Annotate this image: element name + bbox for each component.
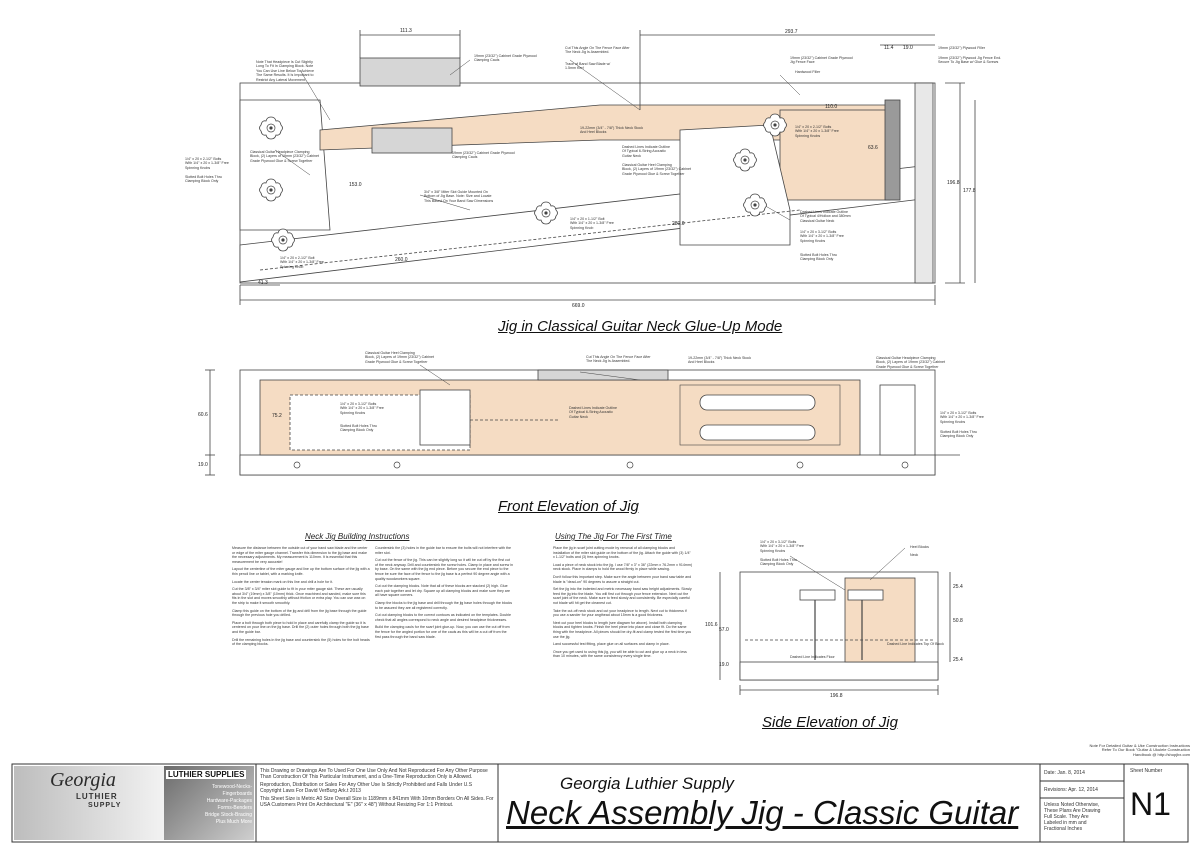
legal-paragraph: This Sheet Size is Metric A0 Size Overall Size is 1189mm x 841mm With 10mm Borders On All Sides. For USA Customers Print On Architectural "E" (36" x 48") Without Resizing For 1:1 Printout.	[260, 796, 494, 808]
callout-kerf: Trace of Band Saw Blade w/ 1.5mm Kerf	[565, 62, 611, 71]
front-callout-bolts: 1/4" x 20 x 3-1/2" Bolts With 1/4" x 20 x 1-3/8" Free Spinning Knobs	[340, 402, 384, 415]
dim-260: 260.0	[395, 257, 408, 263]
dim-overall: 669.0	[572, 303, 585, 309]
callout-heel-block: Classical Guitar Heel Clamping Block, (2) Layers of 19mm (23/32") Cabinet Grade Plywood Glue & Screw Together	[622, 163, 691, 176]
headpiece-clamp-block	[240, 100, 330, 230]
front-dim-75-2: 75.2	[272, 413, 282, 419]
first-use-paragraph: Next cut your heel blocks to length (see diagram for above). Install both clamping blocks and tighten knobs. Finish the heel piece into place and close fit. Do the same thing with the headpiece. All pieces should be dry-fit and clamp tested the first time you use the jig.	[553, 620, 692, 639]
side-dim-50-8: 50.8	[953, 618, 963, 624]
callout-bolts-right: 1/4" x 20 x 2-1/2" Bolts With 1/4" x 20 x 1-3/8" Free Spinning Knobs	[795, 125, 839, 138]
units-note: Unless Noted Otherwise, These Plans Are Drawing Full Scale. They Are Labeled in mm and Fractional Inches	[1044, 802, 1101, 832]
first-use-paragraph: Load a piece of neck stock into the jig. I use 7/8" x 3" x 36" (22mm x 76.2mm x 914mm) neck stock. Place in clamps to hold the wood firmly in place while sawing.	[553, 562, 693, 572]
logo-panel	[14, 766, 254, 840]
instruction-paragraph: Cut out the clamping blocks. Note that all of these blocks are stacked (2) high. Glue each pair together and let dry. Square up all clamping blocks and make sure they are all have square corners.	[375, 584, 510, 598]
callout-fence-end: 19mm (23/32") Plywood Jig Fence End. Secure To Jig Base w/ Glue & Screws	[938, 56, 1002, 65]
callout-bolts-left: 1/4" x 20 x 2-1/2" Bolts With 1/4" x 20 x 1-3/8" Free Spinning Knobs	[185, 157, 229, 170]
side-callout-slotted: Slotted Bolt Holes Thru Clamping Block Only	[760, 558, 797, 567]
first-use-paragraph: Land successful test fitting, place glue on all surfaces and clamp in place.	[553, 642, 670, 647]
heel-clamp-block	[680, 125, 790, 245]
side-dim-25-4a: 25.4	[953, 584, 963, 590]
sheet-number-label: Sheet Number	[1130, 768, 1163, 774]
dim-41-3: 41.3	[258, 280, 268, 286]
supplies-heading: LUTHIER SUPPLIES	[168, 770, 245, 779]
book-reference-note: Note For Detailed Guitar & Uke Construction Instructions Refer To Our Book "Guitar & Ukulele Construction Handbook @ http://shopjbx.com	[1089, 743, 1190, 757]
instruction-paragraph: Measure the distance between the outside cut of your band saw blade and the center or edge of the miter gauge channel. Transfer this dimension to the jig base and make the necessary adjustments. My measurement is 110mm. It is essential that this measurement be very accurate!	[232, 546, 368, 564]
first-use-paragraph: Set the jig into the indented and metric necessary band saw height adjustments. Slowly feed the jig into the blade. You will first cut through your fence extension. Next cut the scarf joint of the neck. Make sure to feed slowly and consistently. Be especially careful not blade will hit get the cleanest cut.	[553, 587, 692, 605]
instruction-paragraph: Cut out the fence of the jig. This can be slightly long so it will be cut off by the first cut of the neck anyway. Drill and countersink the screw holes. Clamp in place and screw in by base. On the same with the jig end piece. Before you secure the end piece to the fence be sure the face of the fence to the jig base is a perfect 90 degree angle with a quality woodworkers square.	[375, 558, 513, 581]
side-callout-floor: Dashed Line Indicates Floor	[790, 655, 835, 659]
front-callout-slotted: Slotted Bolt Holes Thru Clamping Block Only	[340, 424, 377, 433]
company-name: Georgia Luthier Supply	[560, 774, 734, 793]
first-use-paragraph: Take the cut-off neck stock and cut your headpiece to length. Next cut to thickness if you use a sander for your angthead about 15mm is a good thickness.	[553, 608, 687, 618]
supplies-list: Tonewood-Necks-Fingerboards Hardware-Packages Forms-Benders Bridge Stock-Bracing Plus Much More	[205, 784, 252, 825]
side-dim-196-8: 196.8	[830, 693, 843, 699]
callout-cauls-2: 19mm (23/32") Cabinet Grade Plywood Clamping Cauls	[452, 151, 515, 160]
instruction-paragraph: Cut the 3/8" x 3/4" miter slot guide to fit in your miter gauge slot. These are usually about 3/4" (19mm) x 3/8" (10mm) thick. Once machined and sanded, make sure this fits in the slot and moves smoothly without friction or extra play. You can use wax on the strip to make it smooth smoothly.	[232, 587, 366, 605]
clamping-caul-top	[360, 58, 460, 86]
logo-luthier: LUTHIER	[76, 792, 118, 801]
front-elevation-title: Front Elevation of Jig	[498, 498, 639, 515]
instruction-paragraph: Place a bolt through both piece to hold in place and carefully clamp the guide so it is centered on your line on the jig base. Drill the (2) outer holes through both the jig base and the guide bar.	[232, 620, 369, 634]
dim-153: 153.0	[349, 182, 362, 188]
front-callout-bolts-right: 1/4" x 20 x 3-1/2" Bolts With 1/4" x 20 x 1-3/8" Free Spinning Knobs	[940, 411, 984, 424]
side-callout-heel: Heel Blocks	[910, 545, 929, 549]
side-callout-neck: Neck	[910, 553, 919, 557]
instructions-col1	[232, 546, 370, 666]
logo-supply: SUPPLY	[88, 802, 122, 809]
side-callout-top-block: Dashed Line Indicates Top Of Block	[887, 642, 944, 646]
front-callout-heel-block: Classical Guitar Heel Clamping Block, (2) Layers of 19mm (23/32") Cabinet Grade Plywood Glue & Screw Together	[365, 351, 434, 364]
instruction-paragraph: Locate the center tenaion mark on this line and drill a hole for it.	[232, 579, 334, 584]
callout-headpiece-block: Classical Guitar Headpiece Clamping Block, (2) Layers of 19mm (23/32") Cabinet Grade Plywood Glue & Screw Together	[250, 150, 319, 163]
top-view-title: Jig in Classical Guitar Neck Glue-Up Mode	[498, 318, 783, 335]
callout-bolts-right-2: 1/4" x 20 x 3-1/2" Bolts With 1/4" x 20 x 1-3/8" Free Spinning Knobs	[800, 230, 844, 243]
callout-hardwood-filler: Hardwood Filler	[795, 70, 821, 74]
fence-end	[915, 83, 933, 283]
front-callout-outline: Dashed Lines Indicate Outline Of Typical 6-String Acoustic Guitar Neck	[569, 406, 617, 419]
callout-bolt-single: 1/4" x 20 x 1-1/2" Bolt With 1/4" x 20 x 1-3/8" Free Spinning Knob	[570, 217, 614, 230]
callout-miter-slot: 3/4" x 3/8" Miter Slot Guide Mounted On Bottom of Jig Base. Note: Size and Locate This Based On Your Band Saw Dimensions	[424, 190, 494, 203]
side-dim-101-6: 101.6	[705, 622, 718, 628]
hardwood-filler	[885, 100, 900, 200]
side-dim-25-4b: 25.4	[953, 657, 963, 663]
callout-cauls: 19mm (23/32") Cabinet Grade Plywood Clamping Cauls	[474, 54, 537, 63]
heel-block	[780, 110, 890, 200]
callout-neck-stock: 19-22mm (3/4" - 7/8") Thick Neck Stock And Heel Blocks	[580, 126, 643, 135]
callout-cut-angle: Cut This Angle On The Fence Face After The Neck Jig Is Assembled.	[565, 46, 630, 55]
dim-177-8: 177.8	[963, 188, 976, 194]
instruction-paragraph: Drill the remaining holes in the jig base and countersink the (5) holes for the bolt heads of the clamping blocks.	[232, 637, 370, 647]
front-dim-19: 19.0	[198, 462, 208, 468]
instructions-col2	[375, 546, 513, 656]
dim-63-6: 63.6	[868, 145, 878, 151]
instruction-paragraph: Build the clamping cauls for the scarf joint glue-up. Now, you can use the cut off from the fence for the angled portion for one of the cauls as this will be a cut off from the first pass through the band saw blade.	[375, 625, 510, 639]
front-callout-cut-angle: Cut This Angle On The Fence Face After The Neck Jig Is Assembled.	[586, 355, 651, 364]
revision-date: Revisions: Apr. 12, 2014	[1044, 787, 1098, 793]
dim-11-4: 11.4	[884, 45, 894, 51]
front-callout-headpiece-block: Classical Guitar Headpiece Clamping Block, (2) Layers of 19mm (23/32") Cabinet Grade Plywood Glue & Screw Together	[876, 356, 945, 369]
logo-georgia: Georgia	[50, 769, 116, 791]
legal-paragraph: This Drawing or Drawings Are To Used For One Use Only And Not Reproduced For Any Other Purpose Than Construction Of This Particular Instrument, and a One-Time Reproduction Only is Allowed.	[260, 768, 488, 780]
side-dim-19: 19.0	[719, 662, 729, 668]
side-elevation	[720, 548, 950, 695]
clamping-caul-bottom	[372, 128, 452, 153]
side-dim-57: 57.0	[719, 627, 729, 633]
instruction-paragraph: Countersink the (3) holes in the guide bar to ensure the bolts will not interfere with the miter slot.	[375, 546, 512, 555]
callout-bolt-left-bottom: 1/4" x 20 x 2-1/2" Bolt With 1/4" x 20 x 1-3/8" Free Spinning Knob	[280, 256, 324, 269]
first-use-title: Using The Jig For The First Time	[555, 532, 672, 541]
drawing-title: Neck Assembly Jig - Classic Guitar	[506, 794, 1019, 831]
dim-19-0: 19.0	[903, 45, 913, 51]
dim-right: 293.7	[785, 29, 798, 35]
callout-slotted-left: Slotted Bolt Holes Thru Clamping Block Only	[185, 175, 222, 184]
dim-196-8: 196.8	[947, 180, 960, 186]
callout-fence-face: 19mm (23/32") Cabinet Grade Plywood Jig Fence Face	[790, 56, 853, 65]
drawing-date: Date: Jan. 8, 2014	[1044, 770, 1085, 776]
instruction-paragraph: Clamp the blocks to the jig base and drill through the jig base holes through the blocks to be assured they are all registered correctly.	[375, 600, 513, 610]
first-use-paragraph: Place the jig in scarf joint cutting mode by removal of all clamping blocks and installation of the miter slot guide on the bottom of the jig. Attach the guide with (3) 1/4" x 1-1/2" bolts and (3) free-spinning knobs.	[553, 546, 691, 560]
side-callout-bolts: 1/4" x 20 x 3-1/2" Bolts With 1/4" x 20 x 1-3/8" Free Spinning Knobs	[760, 540, 804, 553]
callout-slotted-right: Slotted Bolt Holes Thru Clamping Block Only	[800, 253, 837, 262]
callout-plywood-filler: 19mm (23/32") Plywood Filler	[938, 46, 986, 50]
instructions-title: Neck Jig Building Instructions	[305, 532, 410, 541]
top-view	[240, 30, 975, 305]
callout-classical-outline: Dashed Lines Indicate Outline Of Typical 4/Hollow and 380mm Classical Guitar Neck	[800, 210, 851, 223]
legal-text	[260, 768, 494, 808]
dim-clamp-width: 111.3	[400, 28, 412, 34]
side-elevation-title: Side Elevation of Jig	[762, 714, 898, 731]
front-callout-slotted-right: Slotted Bolt Holes Thru Clamping Block Only	[940, 430, 977, 439]
first-use-column	[553, 546, 693, 686]
dim-280: 280.0	[672, 221, 685, 227]
instruction-paragraph: Layout the centerline of the miter gauge and line up the bottom surface of the jig with a thin pencil line or tablet, with a marking knife.	[232, 567, 370, 576]
front-dim-60-6: 60.6	[198, 412, 208, 418]
dim-110: 110.0	[825, 104, 838, 110]
instruction-paragraph: Clamp this guide on the bottom of the jig and drill from the jig base through the guide through the previous hole you drilled.	[232, 608, 367, 618]
first-use-paragraph: Don't follow this important step. Make sure the angle between your band saw table and blade is "dead-on" 90 degrees to assure a straight cut.	[553, 574, 692, 584]
sheet-number: N1	[1130, 786, 1171, 822]
front-elevation	[205, 365, 960, 475]
legal-paragraph: Reproduction, Distribution or Sales For Any Other Use Is Strictly Prohibited and Falls Under U.S Copyright Laws For David VerBurg Ark.t 2013	[260, 782, 473, 794]
callout-acoustic-outline: Dashed Lines Indicate Outline Of Typical 6-String Acoustic Guitar Neck	[622, 145, 670, 158]
instruction-paragraph: Cut out clamping blocks to the correct contours as indicated on the templates. Double check that all angles correspond to neck angle and desired headpiece thicknesses.	[375, 613, 512, 622]
callout-headpiece: Note That Headpiece Is Cut Slightly Long To Fit In Clamping Block. Note You Can Use Line Below To Achieve The Same Results. It Is Important to Restrict Any Lateral Movement.	[256, 60, 314, 82]
first-use-paragraph: Once you get used to using this jig, you will be able to cut and glue up a neck in less than 10 minutes, with the same consistency every single time.	[553, 649, 687, 659]
front-callout-neck-stock: 19-22mm (3/4" - 7/8") Thick Neck Stock And Heel Blocks	[688, 356, 751, 365]
